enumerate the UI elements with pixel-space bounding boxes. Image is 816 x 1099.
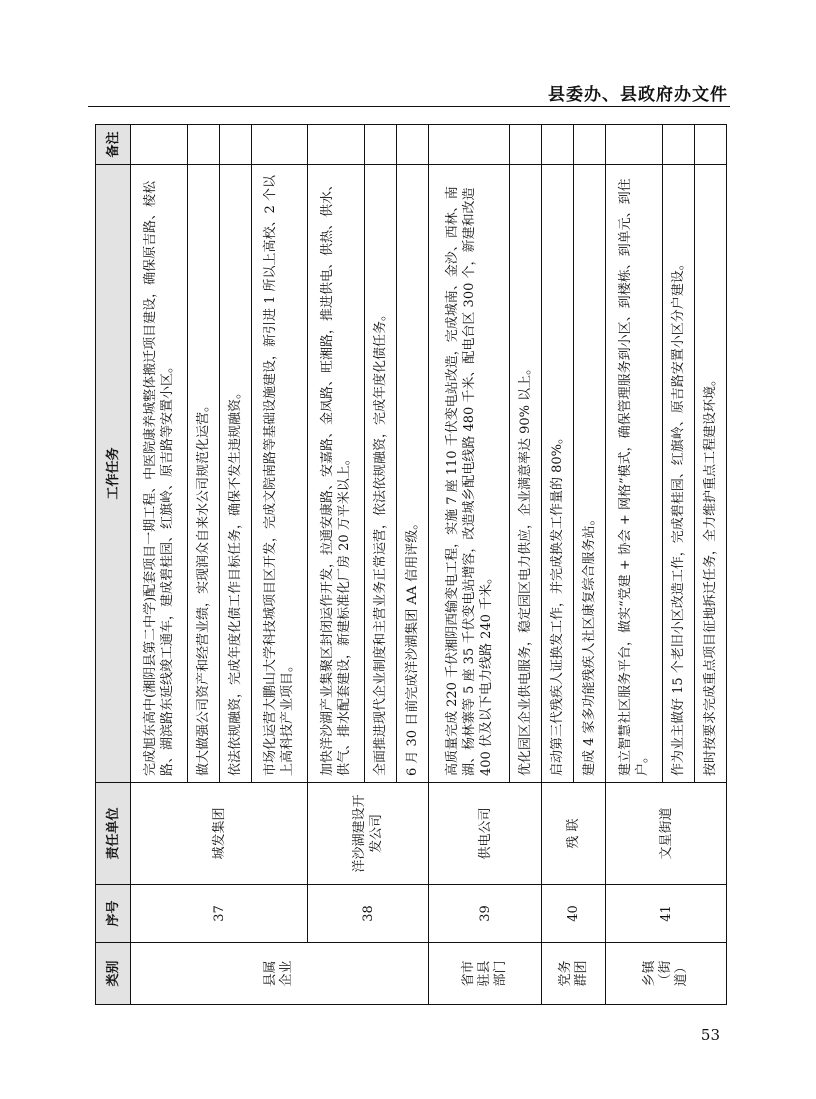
category-cell: 乡镇（街道） — [606, 943, 727, 1005]
remark-cell — [662, 125, 694, 165]
remark-cell — [131, 125, 188, 165]
header-unit: 责任单位 — [96, 783, 131, 885]
remark-cell — [694, 125, 726, 165]
table-row — [308, 125, 365, 1005]
seq-cell: 37 — [131, 885, 308, 943]
task-cell: 高质量完成 220 千伏湘阴西输变电工程，实施 7 座 110 千伏变电站改造，完成城南、金沙、西林、南湖、杨林寨等 5 座 35 千伏变电站增容，改造城乡配电线路 480 千米、配电台区 300 个，新建和改造 400 伏及以下电力线路 240 千米。 — [428, 165, 509, 783]
document-header-title: 县委办、县政府办文件 — [548, 85, 728, 105]
remark-cell — [308, 125, 365, 165]
remark-cell — [219, 125, 251, 165]
unit-cell: 城发集团 — [131, 783, 308, 885]
remark-cell — [251, 125, 308, 165]
task-cell: 做大做强公司资产和经营业绩，实现润众自来水公司规范化运营。 — [187, 165, 219, 783]
seq-cell: 38 — [308, 885, 429, 943]
task-cell: 全面推进现代企业制度和主营业务正常运营，依法依规融资，完成年度化债任务。 — [365, 165, 397, 783]
task-cell: 优化园区企业供电服务，稳定园区电力供应，企业满意率达 90% 以上。 — [510, 165, 542, 783]
header-seq: 序号 — [96, 885, 131, 943]
category-cell: 县属企业 — [131, 943, 429, 1005]
seq-cell: 41 — [606, 885, 727, 943]
page-number: 53 — [700, 1026, 720, 1044]
task-cell: 建成 4 家多功能残疾人社区康复综合服务站。 — [574, 165, 606, 783]
task-cell: 依法依规融资，完成年度化债工作目标任务，确保不发生违规融资。 — [219, 165, 251, 783]
work-task-table — [95, 124, 727, 1005]
task-cell: 作为业主做好 15 个老旧小区改造工作，完成碧桂园、红旗岭、原吉路安置小区分户建设。 — [662, 165, 694, 783]
seq-cell: 39 — [428, 885, 541, 943]
header-rule — [88, 106, 730, 107]
category-cell: 党务群团 — [542, 943, 606, 1005]
header-task: 工作任务 — [96, 165, 131, 783]
table-row — [428, 125, 509, 1005]
task-cell: 建立智慧社区服务平台，做实“党建 + 协会 + 网格”模式，确保管理服务到小区、到楼栋、到单元、到住户。 — [606, 165, 663, 783]
table-header-row — [96, 125, 131, 1005]
remark-cell — [574, 125, 606, 165]
task-cell: 加快洋沙湖产业集聚区封闭运作开发，拉通安康路、安嘉路、金凤路、旺湘路，推进供电、供热、供水、供气、排水配套建设，新建标准化厂房 20 万平米以上。 — [308, 165, 365, 783]
table-row — [606, 125, 663, 1005]
remark-cell — [510, 125, 542, 165]
table-row — [542, 125, 574, 1005]
task-cell: 启动第三代残疾人证换发工作，并完成换发工作量的 80%。 — [542, 165, 574, 783]
unit-cell: 洋沙湖建设开发公司 — [308, 783, 429, 885]
task-cell: 按时按要求完成重点项目征地拆迁任务，全力维护重点工程建设环境。 — [694, 165, 726, 783]
task-cell: 完成旭东高中(湘阴县第二中学)配套项目一期工程、中医院康养城整体搬迁项目建设，确保原吉路、棱松路、湖滨路东延线竣工通车，建成碧桂园、红旗岭、原吉路等安置小区。 — [131, 165, 188, 783]
remark-cell — [187, 125, 219, 165]
table-row — [131, 125, 188, 1005]
rotated-table — [95, 125, 727, 1005]
unit-cell: 文星街道 — [606, 783, 727, 885]
unit-cell: 供电公司 — [428, 783, 541, 885]
task-cell: 6 月 30 日前完成洋沙湖集团 AA 信用评级。 — [396, 165, 428, 783]
seq-cell: 40 — [542, 885, 606, 943]
header-category: 类别 — [96, 943, 131, 1005]
remark-cell — [365, 125, 397, 165]
category-cell: 省市驻县部门 — [428, 943, 541, 1005]
remark-cell — [428, 125, 509, 165]
unit-cell: 残 联 — [542, 783, 606, 885]
rotated-table-frame — [95, 125, 727, 1005]
remark-cell — [542, 125, 574, 165]
remark-cell — [396, 125, 428, 165]
remark-cell — [606, 125, 663, 165]
task-cell: 市场化运营大鹏山大学科技城项目区开发，完成文院南路等基础设施建设，新引进 1 所以上高校、2 个以上高科技产业项目。 — [251, 165, 308, 783]
header-remark: 备注 — [96, 125, 131, 165]
